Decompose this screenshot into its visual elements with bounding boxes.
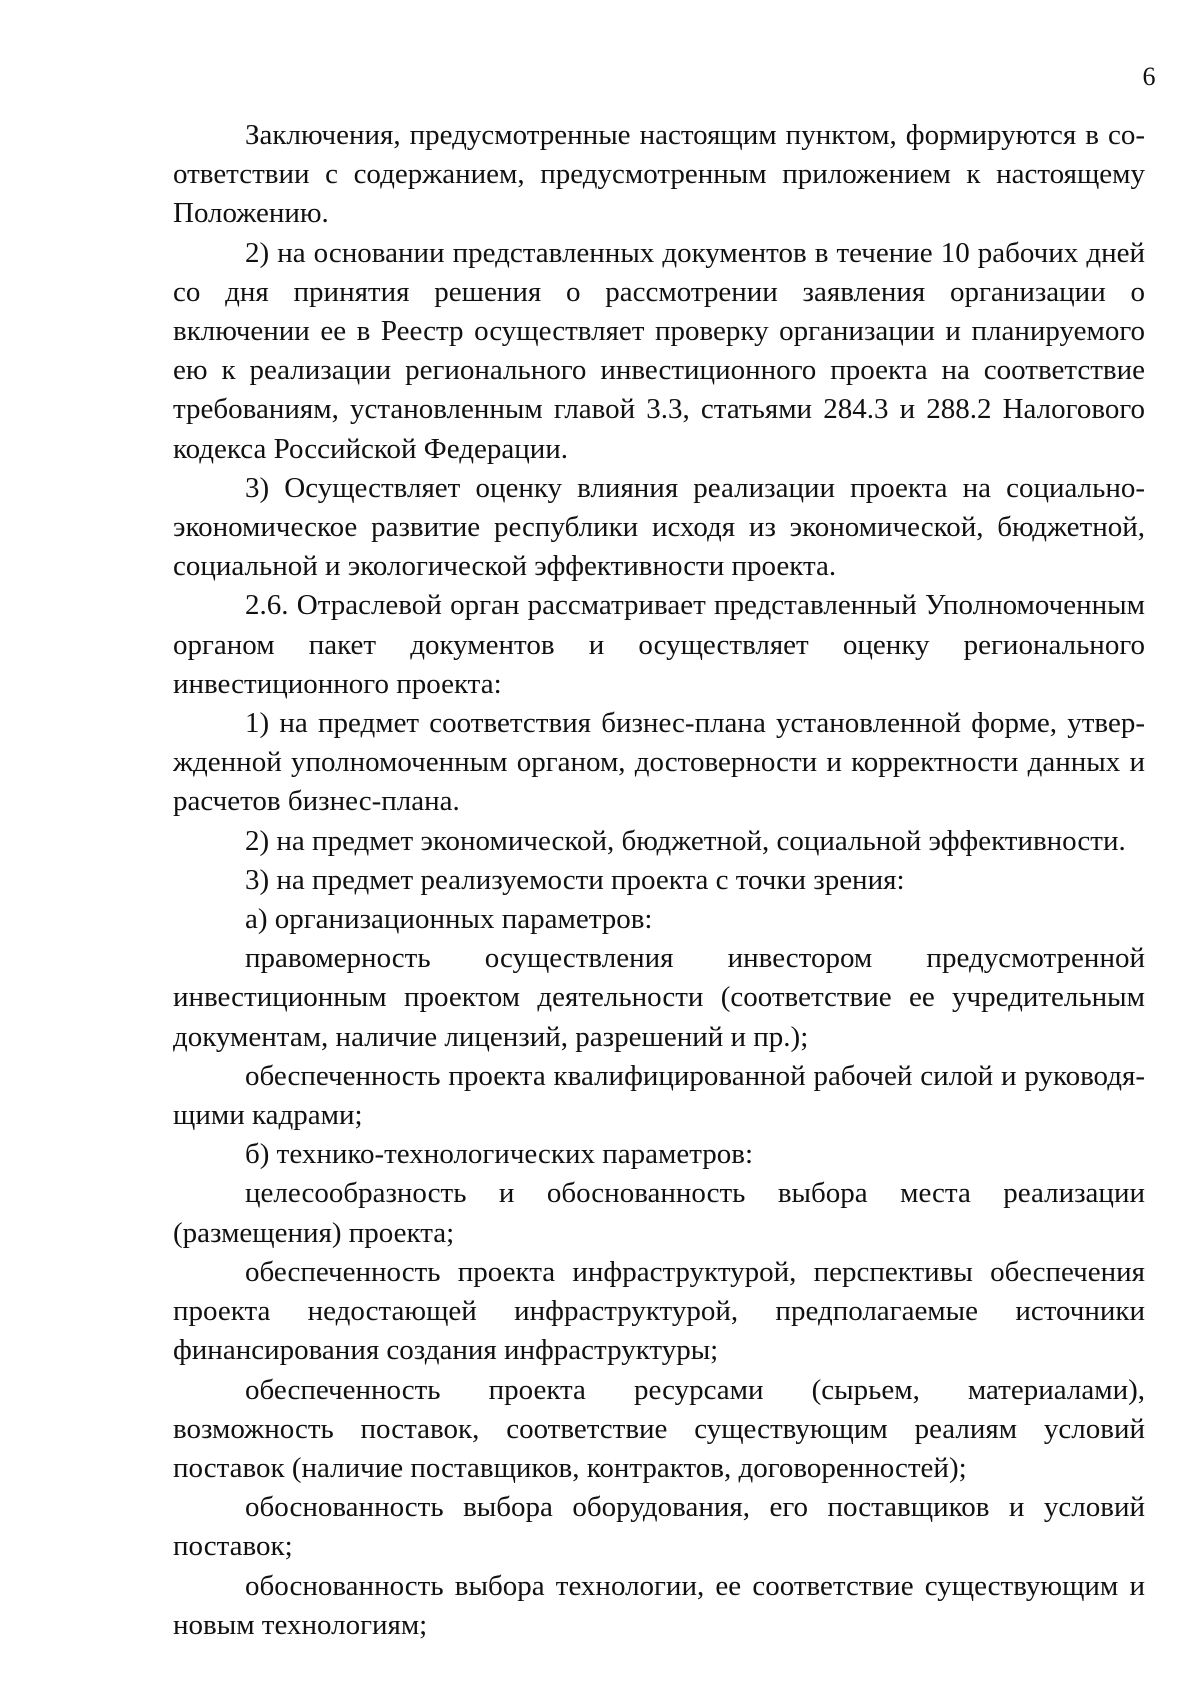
paragraph: 1) на предмет соответствия бизнес-плана установленной форме, утвержденной уполномоченным органом, достоверности и корректности данных и расчетов бизнес-плана. <box>173 707 1145 818</box>
paragraph: обоснованность выбора оборудования, его поставщиков и условий поставок; <box>173 1491 1145 1563</box>
paragraph: целесообразность и обоснованность выбора места реализации (размещения) проекта; <box>173 1177 1145 1249</box>
paragraph: правомерность осуществления инвестором предусмотренной инвестиционным проектом деятельности (соответствие ее учредительным документам, наличие лицензий, разрешений и пр.); <box>173 942 1145 1053</box>
paragraph: 3) Осуществляет оценку влияния реализации проекта на социально-экономическое развитие республики исходя из экономической, бюджетной, социальной и экологической эффективности проекта. <box>173 471 1145 583</box>
document-body <box>173 116 1145 1645</box>
paragraph: обоснованность выбора технологии, ее соответствие существующим и новым технологиям; <box>173 1569 1145 1641</box>
paragraph: 2) на предмет экономической, бюджетной, социальной эффективности. <box>245 824 1126 857</box>
paragraph: обеспеченность проекта ресурсами (сырьем, материалами), возможность поставок, соответствие существующим реалиям условий поставок (наличие поставщиков, контрактов, договоренностей); <box>173 1373 1145 1484</box>
paragraph: обеспеченность проекта инфраструктурой, перспективы обеспечения проекта недостающей инфраструктурой, предполагаемые источники финансирования создания инфраструктуры; <box>173 1255 1145 1367</box>
paragraph: 3) на предмет реализуемости проекта с точки зрения: <box>245 863 905 896</box>
paragraph: а) организационных параметров: <box>245 903 653 936</box>
paragraph: 2) на основании представленных документов в течение 10 рабочих дней со дня принятия решения о рассмотрении заявления организации о включении ее в Реестр осуществляет проверку организации и планируемого ею к реализации регионального инвестиционного проекта на соответствие требованиям, установленным главой 3.3, статьями 284.3 и 288.2 Налогового кодекса Российской Федерации. <box>173 236 1145 465</box>
page-number: 6 <box>1142 62 1156 91</box>
paragraph: обеспеченность проекта квалифицированной рабочей силой и руководящими кадрами; <box>173 1059 1145 1132</box>
paragraph: Заключения, предусмотренные настоящим пунктом, формируются в соответствии с содержанием, предусмотренным приложением к настоящему Положению. <box>173 119 1145 230</box>
paragraph: 2.6. Отраслевой орган рассматривает представленный Уполномоченным органом пакет документов и осуществляет оценку регионального инвестиционного проекта: <box>173 589 1145 700</box>
paragraph: б) технико-технологических параметров: <box>245 1138 753 1171</box>
